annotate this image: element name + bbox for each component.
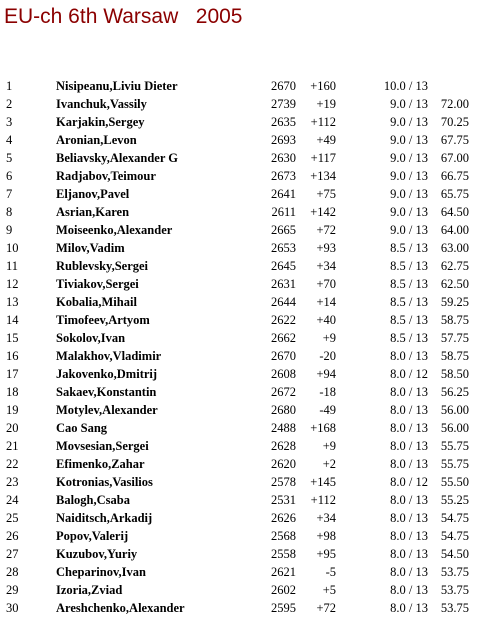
player-name: Aronian,Levon	[56, 133, 137, 147]
table-row	[0, 167, 477, 185]
score-cell: 8.0 / 13	[390, 439, 428, 453]
rating-cell: 2644	[271, 295, 296, 309]
player-name: Kotronias,Vasilios	[56, 475, 153, 489]
rank-cell: 20	[6, 421, 19, 435]
rank-cell: 8	[6, 205, 13, 219]
rank-cell: 2	[6, 97, 13, 111]
player-name: Asrian,Karen	[56, 205, 130, 219]
tiebreak-cell: 63.00	[440, 241, 469, 255]
rank-cell: 13	[6, 295, 19, 309]
table-row	[0, 239, 477, 257]
score-cell: 8.0 / 13	[390, 529, 428, 543]
rating-cell: 2641	[271, 187, 296, 201]
score-cell: 8.0 / 13	[390, 457, 428, 471]
player-name: Cao Sang	[56, 421, 108, 435]
score-cell: 8.5 / 13	[390, 277, 428, 291]
rating-cell: 2620	[271, 457, 296, 471]
rank-cell: 15	[6, 331, 19, 345]
score-cell: 9.0 / 13	[390, 151, 428, 165]
rating-cell: 2602	[271, 583, 296, 597]
score-cell: 8.0 / 13	[390, 421, 428, 435]
rating-change-cell: +2	[322, 457, 336, 471]
player-name: Balogh,Csaba	[56, 493, 130, 507]
rating-change-cell: +134	[310, 169, 336, 183]
table-row	[0, 311, 477, 329]
table-row	[0, 383, 477, 401]
rank-cell: 27	[6, 547, 19, 561]
rating-change-cell: +75	[316, 187, 336, 201]
tiebreak-cell: 54.75	[440, 511, 469, 525]
player-name: Movsesian,Sergei	[56, 439, 149, 453]
player-name: Radjabov,Teimour	[56, 169, 156, 183]
tiebreak-cell: 64.00	[440, 223, 469, 237]
tiebreak-cell: 66.75	[440, 169, 469, 183]
tiebreak-cell: 67.00	[440, 151, 469, 165]
rating-change-cell: +112	[310, 115, 336, 129]
tiebreak-cell: 65.75	[440, 187, 469, 201]
rating-change-cell: +72	[316, 223, 336, 237]
rating-cell: 2608	[271, 367, 296, 381]
rating-change-cell: +95	[316, 547, 336, 561]
tiebreak-cell: 54.50	[440, 547, 469, 561]
rating-cell: 2665	[271, 223, 296, 237]
score-cell: 9.0 / 13	[390, 169, 428, 183]
tiebreak-cell: 62.75	[440, 259, 469, 273]
score-cell: 8.0 / 13	[390, 493, 428, 507]
player-name: Eljanov,Pavel	[56, 187, 130, 201]
rating-cell: 2626	[271, 511, 296, 525]
rating-cell: 2680	[271, 403, 296, 417]
table-row	[0, 185, 477, 203]
tiebreak-cell: 67.75	[440, 133, 469, 147]
rank-cell: 25	[6, 511, 19, 525]
rating-cell: 2670	[271, 349, 296, 363]
table-row	[0, 131, 477, 149]
rank-cell: 12	[6, 277, 19, 291]
rating-change-cell: +94	[316, 367, 336, 381]
rating-change-cell: +160	[310, 79, 336, 93]
rank-cell: 11	[6, 259, 19, 273]
rank-cell: 1	[6, 79, 13, 93]
rating-change-cell: +72	[316, 601, 336, 615]
rank-cell: 18	[6, 385, 19, 399]
rating-change-cell: +117	[310, 151, 336, 165]
rating-change-cell: +19	[316, 97, 336, 111]
rating-cell: 2662	[271, 331, 296, 345]
rating-change-cell: +5	[322, 583, 336, 597]
tiebreak-cell: 58.50	[440, 367, 469, 381]
tiebreak-cell: 56.00	[440, 421, 469, 435]
tiebreak-cell: 59.25	[440, 295, 469, 309]
score-cell: 8.0 / 12	[390, 475, 428, 489]
rank-cell: 22	[6, 457, 19, 471]
player-name: Rublevsky,Sergei	[56, 259, 149, 273]
score-cell: 8.5 / 13	[390, 313, 428, 327]
table-row	[0, 77, 477, 95]
score-cell: 8.0 / 13	[390, 385, 428, 399]
rating-cell: 2611	[271, 205, 296, 219]
table-row	[0, 365, 477, 383]
rating-change-cell: +34	[316, 259, 336, 273]
player-name: Sakaev,Konstantin	[56, 385, 157, 399]
rank-cell: 16	[6, 349, 19, 363]
rating-change-cell: +70	[316, 277, 336, 291]
score-cell: 8.0 / 13	[390, 583, 428, 597]
rank-cell: 17	[6, 367, 19, 381]
rating-change-cell: +93	[316, 241, 336, 255]
player-name: Izoria,Zviad	[56, 583, 123, 597]
table-row	[0, 473, 477, 491]
rank-cell: 30	[6, 601, 19, 615]
score-cell: 9.0 / 13	[390, 115, 428, 129]
table-row	[0, 329, 477, 347]
rating-change-cell: +49	[316, 133, 336, 147]
tiebreak-cell: 55.25	[440, 493, 469, 507]
tiebreak-cell: 53.75	[440, 583, 469, 597]
table-row	[0, 527, 477, 545]
rank-cell: 14	[6, 313, 19, 327]
table-row	[0, 401, 477, 419]
rating-cell: 2558	[271, 547, 296, 561]
score-cell: 8.0 / 13	[390, 547, 428, 561]
rank-cell: 4	[6, 133, 13, 147]
table-row	[0, 113, 477, 131]
player-name: Efimenko,Zahar	[56, 457, 145, 471]
page-title: EU-ch 6th Warsaw 2005	[4, 5, 243, 28]
tiebreak-cell: 62.50	[440, 277, 469, 291]
tiebreak-cell: 56.25	[440, 385, 469, 399]
table-row	[0, 293, 477, 311]
rating-change-cell: -49	[319, 403, 336, 417]
rank-cell: 23	[6, 475, 19, 489]
rating-change-cell: +9	[322, 331, 336, 345]
player-name: Moiseenko,Alexander	[56, 223, 173, 237]
rating-change-cell: +14	[316, 295, 336, 309]
score-cell: 8.0 / 13	[390, 349, 428, 363]
table-row	[0, 149, 477, 167]
score-cell: 9.0 / 13	[390, 97, 428, 111]
table-row	[0, 509, 477, 527]
player-name: Timofeev,Artyom	[56, 313, 150, 327]
rating-cell: 2673	[271, 169, 296, 183]
rating-change-cell: +34	[316, 511, 336, 525]
score-cell: 8.0 / 13	[390, 565, 428, 579]
player-name: Tiviakov,Sergei	[56, 277, 139, 291]
player-name: Nisipeanu,Liviu Dieter	[56, 79, 178, 93]
table-row	[0, 491, 477, 509]
score-cell: 9.0 / 13	[390, 205, 428, 219]
rank-cell: 21	[6, 439, 19, 453]
score-cell: 8.0 / 13	[390, 511, 428, 525]
table-row	[0, 95, 477, 113]
player-name: Milov,Vadim	[56, 241, 125, 255]
player-name: Cheparinov,Ivan	[56, 565, 146, 579]
tiebreak-cell: 72.00	[440, 97, 469, 111]
rating-change-cell: -18	[319, 385, 336, 399]
score-cell: 8.0 / 12	[390, 367, 428, 381]
rating-cell: 2531	[271, 493, 296, 507]
table-row	[0, 581, 477, 599]
rating-cell: 2693	[271, 133, 296, 147]
rating-cell: 2568	[271, 529, 296, 543]
table-row	[0, 545, 477, 563]
score-cell: 10.0 / 13	[383, 79, 428, 93]
rating-change-cell: +112	[310, 493, 336, 507]
table-row	[0, 221, 477, 239]
table-row	[0, 437, 477, 455]
score-cell: 8.5 / 13	[390, 241, 428, 255]
table-row	[0, 563, 477, 581]
rating-cell: 2628	[271, 439, 296, 453]
rating-cell: 2595	[271, 601, 296, 615]
tiebreak-cell: 56.00	[440, 403, 469, 417]
rating-change-cell: +40	[316, 313, 336, 327]
rating-change-cell: +142	[310, 205, 336, 219]
rating-cell: 2578	[271, 475, 296, 489]
table-row	[0, 419, 477, 437]
player-name: Kuzubov,Yuriy	[56, 547, 138, 561]
player-name: Ivanchuk,Vassily	[56, 97, 147, 111]
rating-cell: 2488	[271, 421, 296, 435]
rating-cell: 2672	[271, 385, 296, 399]
rank-cell: 9	[6, 223, 13, 237]
score-cell: 8.5 / 13	[390, 331, 428, 345]
rating-cell: 2621	[271, 565, 296, 579]
standings-table	[0, 77, 477, 617]
player-name: Beliavsky,Alexander G	[56, 151, 179, 165]
player-name: Popov,Valerij	[56, 529, 129, 543]
table-row	[0, 599, 477, 617]
rank-cell: 7	[6, 187, 13, 201]
rating-cell: 2670	[271, 79, 296, 93]
score-cell: 8.5 / 13	[390, 259, 428, 273]
rating-cell: 2631	[271, 277, 296, 291]
score-cell: 8.0 / 13	[390, 403, 428, 417]
tiebreak-cell: 64.50	[440, 205, 469, 219]
tiebreak-cell: 70.25	[440, 115, 469, 129]
table-row	[0, 257, 477, 275]
tiebreak-cell: 53.75	[440, 565, 469, 579]
score-cell: 9.0 / 13	[390, 133, 428, 147]
player-name: Kobalia,Mihail	[56, 295, 137, 309]
tiebreak-cell: 53.75	[440, 601, 469, 615]
player-name: Naiditsch,Arkadij	[56, 511, 153, 525]
tiebreak-cell: 58.75	[440, 313, 469, 327]
rating-change-cell: +9	[322, 439, 336, 453]
rating-cell: 2630	[271, 151, 296, 165]
rating-cell: 2635	[271, 115, 296, 129]
rank-cell: 6	[6, 169, 13, 183]
rating-change-cell: +168	[310, 421, 336, 435]
rank-cell: 5	[6, 151, 13, 165]
rating-cell: 2622	[271, 313, 296, 327]
score-cell: 8.5 / 13	[390, 295, 428, 309]
tiebreak-cell: 55.75	[440, 439, 469, 453]
rank-cell: 29	[6, 583, 19, 597]
rating-change-cell: -20	[319, 349, 336, 363]
player-name: Jakovenko,Dmitrij	[56, 367, 158, 381]
player-name: Malakhov,Vladimir	[56, 349, 162, 363]
rank-cell: 26	[6, 529, 19, 543]
rating-change-cell: +98	[316, 529, 336, 543]
rank-cell: 19	[6, 403, 19, 417]
player-name: Karjakin,Sergey	[56, 115, 145, 129]
rank-cell: 24	[6, 493, 19, 507]
rating-cell: 2739	[271, 97, 296, 111]
table-row	[0, 455, 477, 473]
rank-cell: 28	[6, 565, 19, 579]
tiebreak-cell: 55.50	[440, 475, 469, 489]
table-row	[0, 203, 477, 221]
score-cell: 9.0 / 13	[390, 187, 428, 201]
table-row	[0, 347, 477, 365]
player-name: Motylev,Alexander	[56, 403, 158, 417]
rating-change-cell: -5	[325, 565, 336, 579]
tiebreak-cell: 58.75	[440, 349, 469, 363]
player-name: Sokolov,Ivan	[56, 331, 126, 345]
rating-change-cell: +145	[310, 475, 336, 489]
rating-cell: 2653	[271, 241, 296, 255]
rank-cell: 10	[6, 241, 19, 255]
tiebreak-cell: 55.75	[440, 457, 469, 471]
table-row	[0, 275, 477, 293]
rating-cell: 2645	[271, 259, 296, 273]
tiebreak-cell: 54.75	[440, 529, 469, 543]
rank-cell: 3	[6, 115, 13, 129]
score-cell: 8.0 / 13	[390, 601, 428, 615]
score-cell: 9.0 / 13	[390, 223, 428, 237]
tiebreak-cell: 57.75	[440, 331, 469, 345]
player-name: Areshchenko,Alexander	[56, 601, 185, 615]
